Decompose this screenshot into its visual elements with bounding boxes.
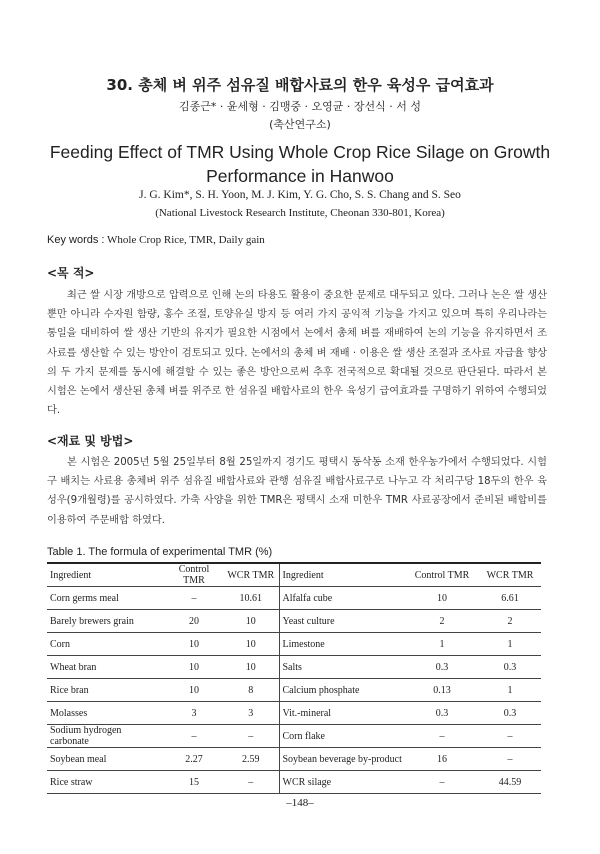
cell-wcr-2: 44.59	[479, 771, 541, 794]
section-heading-methods: <재료 및 방법>	[47, 434, 134, 448]
cell-wcr: –	[223, 771, 279, 794]
cell-control-2: 10	[405, 587, 479, 610]
cell-wcr: 2.59	[223, 748, 279, 771]
cell-ingredient: Rice straw	[47, 771, 165, 794]
keywords-line	[47, 234, 265, 246]
cell-control-2: –	[405, 771, 479, 794]
cell-wcr-2: 2	[479, 610, 541, 633]
keywords-value: Whole Crop Rice, TMR, Daily gain	[107, 234, 265, 246]
cell-ingredient-2: WCR silage	[279, 771, 405, 794]
cell-control: 2.27	[165, 748, 223, 771]
authors-english: J. G. Kim*, S. H. Yoon, M. J. Kim, Y. G. Cho, S. S. Chang and S. Seo	[139, 189, 461, 201]
table-row	[47, 748, 541, 771]
table-row	[47, 702, 541, 725]
cell-ingredient-2: Soybean beverage by-product	[279, 748, 405, 771]
cell-wcr-2: –	[479, 725, 541, 748]
cell-control-2: 1	[405, 633, 479, 656]
cell-control: 20	[165, 610, 223, 633]
cell-ingredient: Barely brewers grain	[47, 610, 165, 633]
cell-control-2: 16	[405, 748, 479, 771]
cell-wcr-2: 0.3	[479, 656, 541, 679]
cell-wcr-2: 1	[479, 679, 541, 702]
title-english	[40, 140, 560, 188]
header-ingredient-2: Ingredient	[279, 563, 405, 587]
cell-wcr-2: 0.3	[479, 702, 541, 725]
table-row	[47, 679, 541, 702]
cell-control: 10	[165, 656, 223, 679]
cell-control-2: 0.13	[405, 679, 479, 702]
cell-ingredient-2: Alfalfa cube	[279, 587, 405, 610]
purpose-paragraph: 최근 쌀 시장 개방으로 압력으로 인해 논의 타용도 활용이 중요한 문제로 대두되고 있다. 그러나 논은 쌀 생산뿐만 아니라 수자원 함량, 홍수 조절, 토양유실 방지 등 여러 가지 공익적 기능을 가지고 있으며 특히 우리나라는 통일을 대비하여 쌀 생산 기반의 유지가 필요한 시점에서 논에서 총체 벼를 재배하여 논의 기능을 유지하면서 조사료를 생산할 수 있는 방안이 검토되고 있다. 논에서의 총체 벼 재배 · 이용은 쌀 생산 조절과 조사료 자급율 향상의 두 가지 문제를 동시에 해결할 수 있는 좋은 방안으로써 추후 전국적으로 확대될 것으로 판단된다. 따라서 본 시험은 논에서 생산된 총체 벼를 위주로 한 섬유질 배합사료의 한우 육성기 급여효과를 구명하기 위하여 수행되었다.	[47, 290, 547, 417]
cell-ingredient-2: Vit.-mineral	[279, 702, 405, 725]
cell-ingredient: Soybean meal	[47, 748, 165, 771]
cell-ingredient: Corn	[47, 633, 165, 656]
cell-control-2: 2	[405, 610, 479, 633]
cell-ingredient: Sodium hydrogen carbonate	[47, 725, 165, 748]
cell-control-2: –	[405, 725, 479, 748]
cell-ingredient: Molasses	[47, 702, 165, 725]
table-row	[47, 771, 541, 794]
header-ingredient: Ingredient	[47, 563, 165, 587]
cell-control: –	[165, 725, 223, 748]
cell-wcr-2: –	[479, 748, 541, 771]
table-row	[47, 587, 541, 610]
cell-control: 10	[165, 679, 223, 702]
table-caption: Table 1. The formula of experimental TMR (%)	[47, 546, 273, 558]
title-korean: 30. 총체 벼 위주 섬유질 배합사료의 한우 육성우 급여효과	[106, 76, 494, 94]
title-english-line2: Performance in Hanwoo	[206, 166, 394, 186]
cell-wcr: 10	[223, 610, 279, 633]
cell-ingredient-2: Yeast culture	[279, 610, 405, 633]
keywords-label: Key words :	[47, 234, 105, 246]
methods-paragraph: 본 시험은 2005년 5월 25일부터 8월 25일까지 경기도 평택시 동삭동 소재 한우농가에서 수행되었다. 시험구 배치는 사료용 총체벼 위주 섬유질 배합사료와 관행 섬유질 배합사료구로 나누고 각 처리구당 18두의 한우 육성우(9개월령)를 공시하였다. 가축 사양을 위한 TMR은 평택시 소재 미한우 TMR 사료공장에서 준비된 배합비를 이용하여 주문배합 하였다.	[47, 457, 547, 526]
table-row	[47, 656, 541, 679]
cell-wcr-2: 1	[479, 633, 541, 656]
cell-wcr: 10.61	[223, 587, 279, 610]
cell-ingredient: Rice bran	[47, 679, 165, 702]
table-row	[47, 725, 541, 748]
cell-ingredient-2: Salts	[279, 656, 405, 679]
page-number: –148–	[286, 797, 314, 809]
cell-ingredient-2: Limestone	[279, 633, 405, 656]
cell-ingredient: Wheat bran	[47, 656, 165, 679]
cell-control: –	[165, 587, 223, 610]
cell-wcr: 8	[223, 679, 279, 702]
header-wcr-tmr-2: WCR TMR	[479, 563, 541, 587]
cell-wcr: 10	[223, 656, 279, 679]
affiliation-korean: (축산연구소)	[269, 118, 331, 131]
cell-ingredient: Corn germs meal	[47, 587, 165, 610]
header-wcr-tmr: WCR TMR	[223, 563, 279, 587]
tmr-formula-table	[47, 562, 541, 794]
title-english-line1: Feeding Effect of TMR Using Whole Crop Rice Silage on Growth	[49, 142, 551, 162]
cell-control: 15	[165, 771, 223, 794]
header-control-tmr: Control TMR	[165, 563, 223, 587]
cell-ingredient-2: Corn flake	[279, 725, 405, 748]
cell-wcr: 3	[223, 702, 279, 725]
cell-control: 10	[165, 633, 223, 656]
table-row	[47, 633, 541, 656]
cell-control-2: 0.3	[405, 656, 479, 679]
affiliation-english: (National Livestock Research Institute, Cheonan 330-801, Korea)	[155, 207, 445, 219]
section-heading-purpose: <목 적>	[47, 266, 95, 280]
cell-wcr: –	[223, 725, 279, 748]
cell-wcr-2: 6.61	[479, 587, 541, 610]
table-header-row	[47, 563, 541, 587]
table-row	[47, 610, 541, 633]
cell-control: 3	[165, 702, 223, 725]
header-control-tmr-2: Control TMR	[405, 563, 479, 587]
cell-control-2: 0.3	[405, 702, 479, 725]
cell-ingredient-2: Calcium phosphate	[279, 679, 405, 702]
cell-wcr: 10	[223, 633, 279, 656]
authors-korean: 김종근* · 윤세형 · 김맹중 · 오영균 · 장선식 · 서 성	[178, 100, 422, 113]
